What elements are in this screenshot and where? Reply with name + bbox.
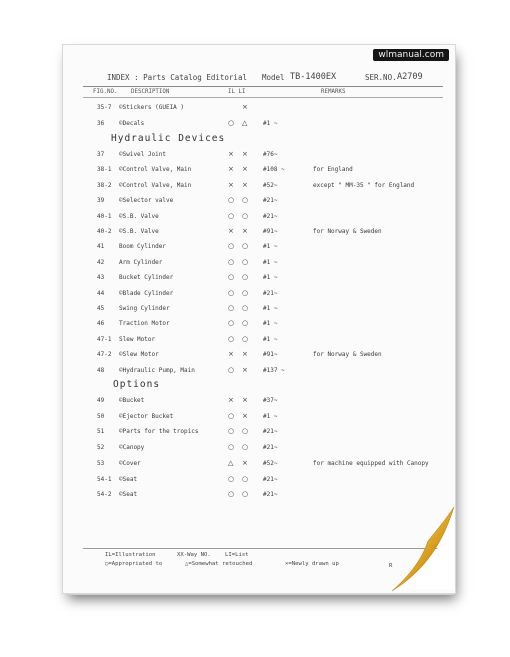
remark-code: #21~ [263,428,278,436]
remark-code: #1 ~ [263,258,278,266]
remark-code: #137 ~ [263,366,285,374]
legend-way-no: XX-Way NO. [177,552,211,558]
fig-number: 47-2 [97,351,112,359]
remark-code: #1 ~ [263,119,278,127]
remark-code: #37~ [263,397,278,404]
description: ©Canopy [119,444,145,452]
fig-number: 50 [97,412,105,420]
table-row [83,367,445,379]
li-mark: ○ [242,273,249,282]
model-label: Model [262,73,285,82]
header-rule-bottom [83,97,443,98]
li-mark: × [242,150,248,158]
page-header [107,73,445,85]
fig-number: 39 [97,197,105,205]
fig-number: 41 [97,243,105,251]
legend-newly-drawn: ×=Newly drawn up [285,561,339,567]
description: ©Selector valve [119,197,174,205]
li-mark: ○ [242,490,249,499]
li-mark: × [242,458,248,467]
il-mark: ○ [228,257,235,266]
table-row [83,290,445,302]
il-mark: ○ [228,411,235,420]
description: ©Blade Cylinder [119,289,174,297]
li-mark: × [242,165,248,174]
table-row [83,336,445,348]
table-row [83,197,445,209]
fig-number: 45 [97,305,105,312]
description: Boom Cylinder [119,243,166,251]
il-mark: × [228,165,234,174]
description: ©Control Valve, Main [119,181,192,189]
il-mark: ○ [228,288,235,297]
il-mark: ○ [228,304,235,312]
legend-appropriated: ○=Appropriated to [105,561,163,567]
description: ©Bucket [119,397,145,404]
fig-number: 51 [97,428,105,436]
remark-code: #52~ [263,181,278,189]
description: Swing Cylinder [119,305,170,312]
li-mark: × [242,227,248,235]
li-mark: ○ [242,304,249,312]
il-mark: × [228,180,234,189]
description: ©Cover [119,459,141,467]
il-mark: × [228,350,234,359]
remark-note: for England [313,166,353,174]
li-mark: × [242,411,248,420]
fig-number: 40-2 [97,228,112,235]
il-mark: ○ [228,334,235,343]
table-row [83,460,445,472]
fig-number: 53 [97,459,105,467]
fig-number: 47-1 [97,335,112,343]
section-hydraulic-devices: Hydraulic Devices [111,133,226,144]
li-mark: × [242,180,248,189]
corner-letter: R [389,563,393,569]
fig-number: 44 [97,289,105,297]
fig-number: 52 [97,444,105,452]
table-row [83,228,445,240]
page-curl-graphic [388,505,458,597]
il-mark: × [228,150,234,158]
li-mark: × [242,350,248,359]
il-mark: ○ [228,273,235,282]
il-mark: ○ [228,427,235,436]
table-row [83,182,445,194]
table-row [83,351,445,363]
description: ©Control Valve, Main [119,166,192,174]
section-options: Options [113,379,161,390]
fig-number: 49 [97,397,105,404]
remark-code: #21~ [263,197,278,205]
fig-number: 36 [97,119,105,127]
description: Traction Motor [119,320,170,328]
table-row [83,413,445,425]
legend-retouched: △=Somewhat retouched [185,561,253,567]
li-mark: ○ [242,242,249,251]
li-mark: ○ [242,211,249,220]
table-row [83,151,445,163]
li-mark: ○ [242,474,249,483]
description: ©S.B. Valve [119,228,159,235]
fig-number: 43 [97,274,105,282]
col-desc-header: DESCRIPTION [131,89,170,95]
li-mark: × [242,103,248,111]
il-mark: ○ [228,211,235,220]
table-row [83,476,445,488]
remark-note: for Norway & Sweden [313,351,382,359]
fig-number: 46 [97,320,105,328]
remark-code: #91~ [263,351,278,359]
col-il-li-header: IL LI [228,89,246,95]
fig-number: 54-2 [97,491,112,499]
fig-number: 37 [97,151,105,158]
fig-number: 38-1 [97,166,112,174]
table-row [83,491,445,503]
il-mark: ○ [228,242,235,251]
fig-number: 42 [97,258,105,266]
fig-number: 54-1 [97,475,112,483]
il-mark: ○ [228,365,235,374]
il-mark: ○ [228,118,235,127]
ser-label: SER.NO. [365,73,397,82]
remark-code: #1 ~ [263,412,278,420]
li-mark: ○ [242,334,249,343]
remark-code: #21~ [263,289,278,297]
table-row [83,213,445,225]
remark-code: #21~ [263,491,278,499]
fig-number: 40-1 [97,212,112,220]
fig-number: 38-2 [97,181,112,189]
description: ©Seat [119,475,138,483]
li-mark: ○ [242,443,249,452]
description: Slew Motor [119,335,156,343]
description: ©Hydraulic Pump, Main [119,366,195,374]
legend-il: IL=Illustration [105,552,156,558]
table-row [83,305,445,317]
table-row [83,104,445,116]
remark-code: #1 ~ [263,243,278,251]
li-mark: △ [242,118,248,127]
col-fig-header: FIG.NO. [93,89,118,95]
table-row [83,259,445,271]
remark-code: #52~ [263,459,278,467]
description: ©Slew Motor [119,351,159,359]
li-mark: ○ [242,257,249,266]
index-title: INDEX : Parts Catalog Editorial [107,73,247,82]
il-mark: ○ [228,490,235,499]
table-row [83,320,445,332]
il-mark: ○ [228,474,235,483]
il-mark: × [228,227,234,235]
table-row [83,243,445,255]
description: ©S.B. Valve [119,212,159,220]
remark-code: #108 ~ [263,166,285,174]
table-row [83,428,445,440]
li-mark: ○ [242,288,249,297]
il-mark: △ [228,458,234,467]
fig-number: 35-7 [97,104,112,111]
model-value: TB-1400EX [290,72,337,82]
remark-code: #1 ~ [263,274,278,282]
description: ©Decals [119,119,145,127]
li-mark: ○ [242,427,249,436]
remark-code: #91~ [263,228,278,235]
il-mark: ○ [228,443,235,452]
li-mark: × [242,365,248,374]
table-row [83,397,445,409]
li-mark: ○ [242,319,249,328]
description: ©Seat [119,491,138,499]
remark-code: #1 ~ [263,305,278,312]
remark-note: for machine equipped with Canopy [313,459,429,467]
remark-code: #76~ [263,151,278,158]
remark-note: for Norway & Sweden [313,228,382,235]
fig-number: 48 [97,366,105,374]
header-rule-top [83,86,443,87]
col-remarks-header: REMARKS [321,89,346,95]
description: ©Parts for the tropics [119,428,199,436]
ser-value: A2709 [397,72,423,82]
table-row [83,444,445,456]
remark-note: except " MM-35 " for England [313,181,415,189]
table-row [83,166,445,178]
remark-code: #1 ~ [263,335,278,343]
description: ©Swivel Joint [119,151,166,158]
il-mark: ○ [228,319,235,328]
remark-code: #21~ [263,444,278,452]
description: ©Stickers (GUEIA ) [119,104,185,111]
li-mark: ○ [242,196,249,205]
table-row [83,274,445,286]
table-row [83,120,445,132]
watermark-badge: wlmanual.com [373,49,449,61]
li-mark: × [242,396,248,404]
remark-code: #21~ [263,475,278,483]
remark-code: #21~ [263,212,278,220]
description: Arm Cylinder [119,258,163,266]
il-mark: ○ [228,196,235,205]
description: ©Ejector Bucket [119,412,174,420]
description: Bucket Cylinder [119,274,174,282]
remark-code: #1 ~ [263,320,278,328]
legend-li: LI=List [225,552,249,558]
il-mark: × [228,396,234,404]
